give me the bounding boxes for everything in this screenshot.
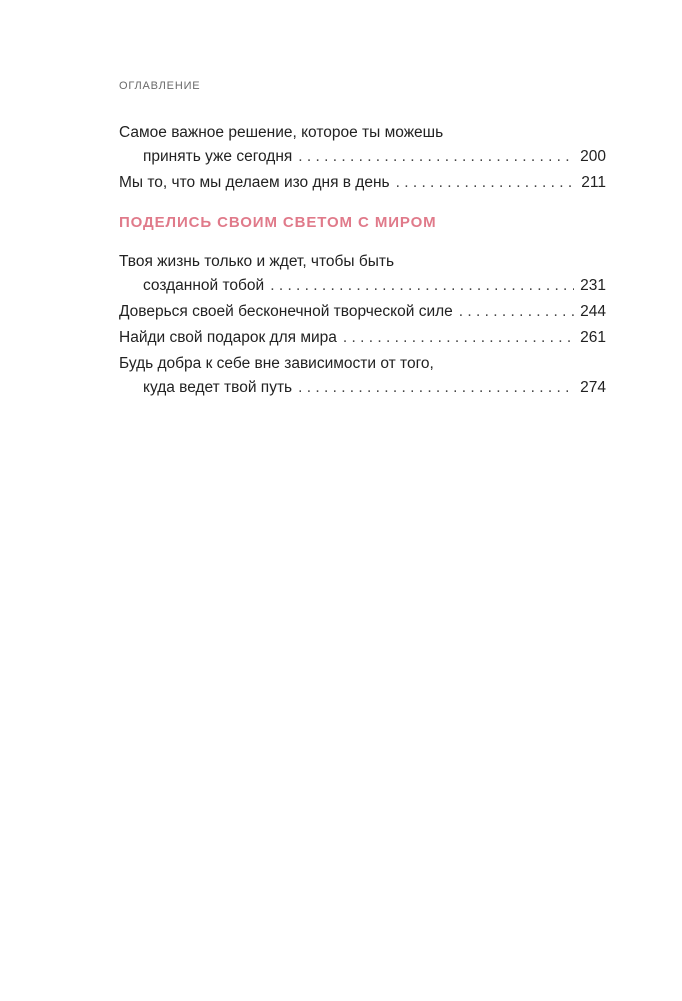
- toc-entry-leader-line: [119, 274, 606, 298]
- toc-entry: [119, 121, 606, 169]
- running-head: ОГЛАВЛЕНИЕ: [119, 80, 201, 92]
- toc-dot-leader: [298, 145, 574, 169]
- toc-dot-leader: [459, 300, 574, 324]
- toc-page-number: 274: [580, 379, 606, 396]
- toc-entry-title: Доверься своей бесконечной творческой силе: [119, 303, 453, 320]
- toc-entry: [119, 250, 606, 298]
- toc-dot-leader: [298, 376, 574, 400]
- toc-page-number: 211: [581, 174, 606, 191]
- toc-page-number: 261: [580, 329, 606, 346]
- toc-entry-leader-line: [119, 171, 606, 195]
- toc-dot-leader: [343, 326, 574, 350]
- toc-page-number: 244: [580, 303, 606, 320]
- toc-dot-leader: [270, 274, 574, 298]
- toc-entry: [119, 171, 606, 195]
- toc-entry-title-line2: принять уже сегодня: [143, 148, 293, 165]
- toc-entry: [119, 300, 606, 324]
- toc-entry: [119, 352, 606, 400]
- toc-entry-title-line2: куда ведет твой путь: [143, 379, 293, 396]
- toc-entry: [119, 326, 606, 350]
- toc-block-part2: [119, 250, 606, 402]
- toc-block-part1: [119, 121, 606, 197]
- toc-entry-title-line1: Будь добра к себе вне зависимости от того,: [119, 355, 434, 372]
- toc-entry-title: Мы то, что мы делаем изо дня в день: [119, 174, 390, 191]
- toc-entry-leader-line: [119, 145, 606, 169]
- toc-entry-title-line1: Самое важное решение, которое ты можешь: [119, 124, 444, 141]
- toc-entry-title-line1: Твоя жизнь только и ждет, чтобы быть: [119, 253, 395, 270]
- toc-entry-leader-line: [119, 300, 606, 324]
- section-title: ПОДЕЛИСЬ СВОИМ СВЕТОМ С МИРОМ: [119, 214, 437, 231]
- toc-entry-title-line2: созданной тобой: [143, 277, 265, 294]
- toc-entry-leader-line: [119, 326, 606, 350]
- toc-entry-title: Найди свой подарок для мира: [119, 329, 337, 346]
- toc-page-number: 200: [580, 148, 606, 165]
- toc-dot-leader: [396, 171, 576, 195]
- toc-entry-leader-line: [119, 376, 606, 400]
- toc-page-number: 231: [580, 277, 606, 294]
